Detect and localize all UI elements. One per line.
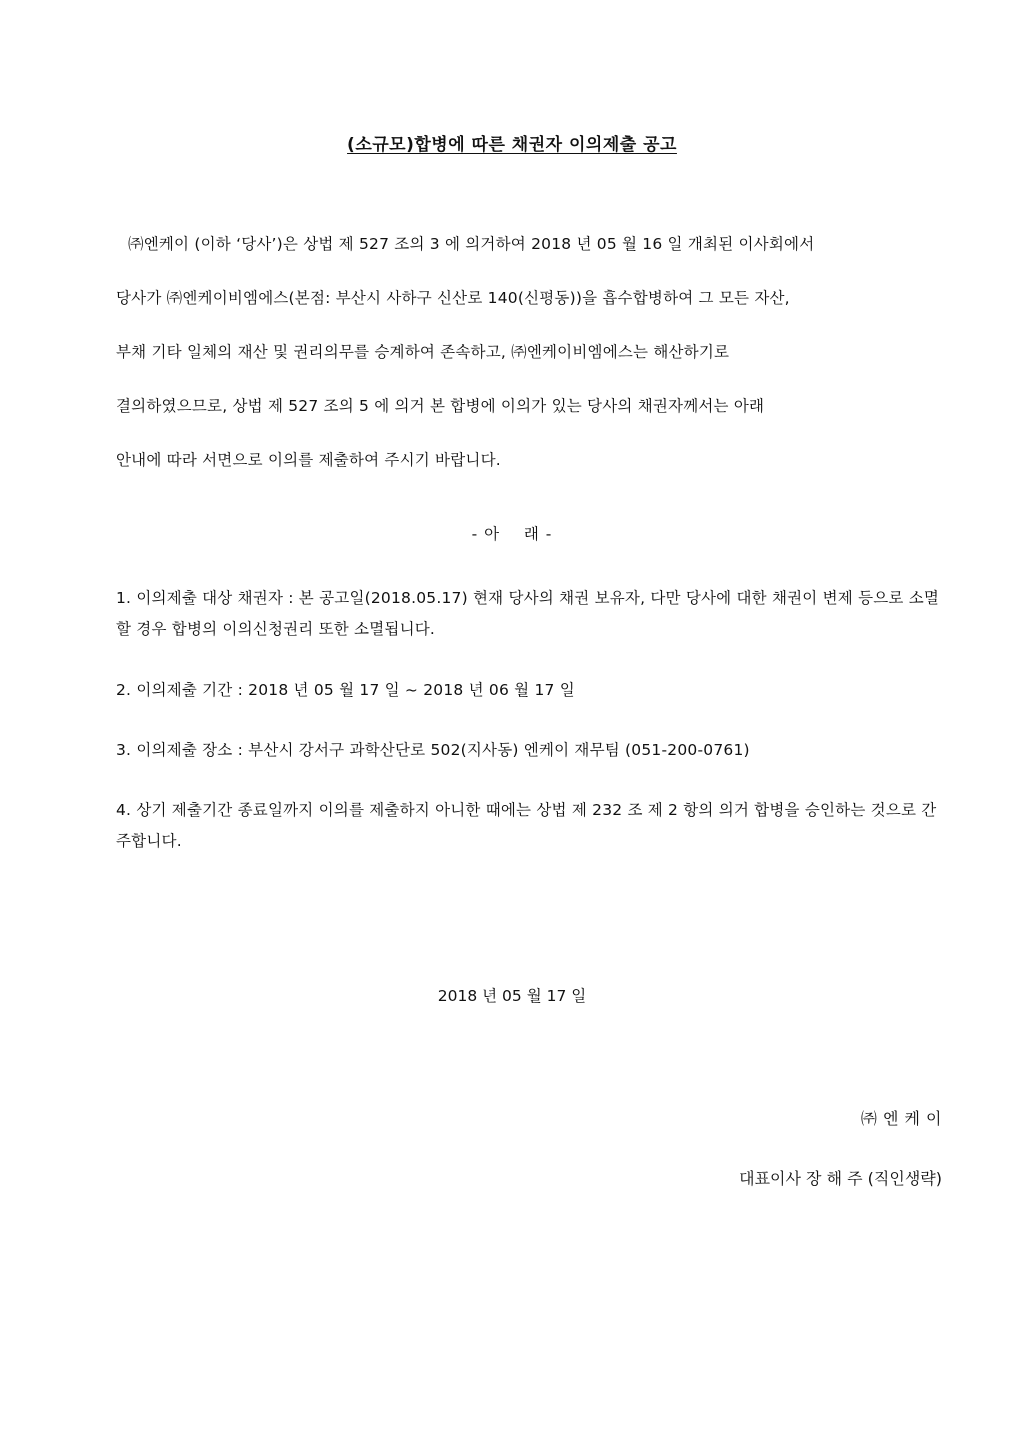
intro-line: 결의하였으므로, 상법 제 527 조의 5 에 의거 본 합병에 이의가 있는 당사의 채권자께서는 아래 [116,397,765,415]
list-item-objection-eligibility: 1. 이의제출 대상 채권자 : 본 공고일(2018.05.17) 현재 당사의 채권 보유자, 다만 당사에 대한 채권이 변제 등으로 소멸할 경우 합병의 이의신청권리 또한 소멸됩니다. [116,589,940,638]
list-item-objection-period: 2. 이의제출 기간 : 2018 년 05 월 17 일 ~ 2018 년 06 월 17 일 [116,681,575,699]
notice-title-text: (소규모)합병에 따른 채권자 이의제출 공고 [347,135,677,155]
intro-line: ㈜엔케이 (이하 ‘당사’)은 상법 제 527 조의 3 에 의거하여 2018 년 05 월 16 일 개최된 이사회에서 [128,235,815,253]
notice-title [0,130,1024,155]
intro-line: 부채 기타 일체의 재산 및 권리의무를 승계하여 존속하고, ㈜엔케이비엠에스는 해산하기로 [116,343,730,361]
list-item-objection-location: 3. 이의제출 장소 : 부산시 강서구 과학산단로 502(지사동) 엔케이 재무팀 (051-200-0761) [116,741,750,759]
intro-line: 당사가 ㈜엔케이비엠에스(본점: 부산시 사하구 신산로 140(신평동))을 흡수합병하여 그 모든 자산, [116,289,790,307]
intro-line: 안내에 따라 서면으로 이의를 제출하여 주시기 바랍니다. [116,451,501,469]
section-heading: - 아 래 - [471,525,553,543]
representative-signature: 대표이사 장 해 주 (직인생략) [739,1169,942,1188]
notice-date: 2018 년 05 월 17 일 [437,987,587,1005]
list-item-deemed-approval: 4. 상기 제출기간 종료일까지 이의를 제출하지 아니한 때에는 상법 제 232 조 제 2 항의 의거 합병을 승인하는 것으로 간주합니다. [116,801,937,850]
intro-paragraph [116,232,946,502]
company-name: ㈜ 엔 케 이 [860,1109,942,1128]
